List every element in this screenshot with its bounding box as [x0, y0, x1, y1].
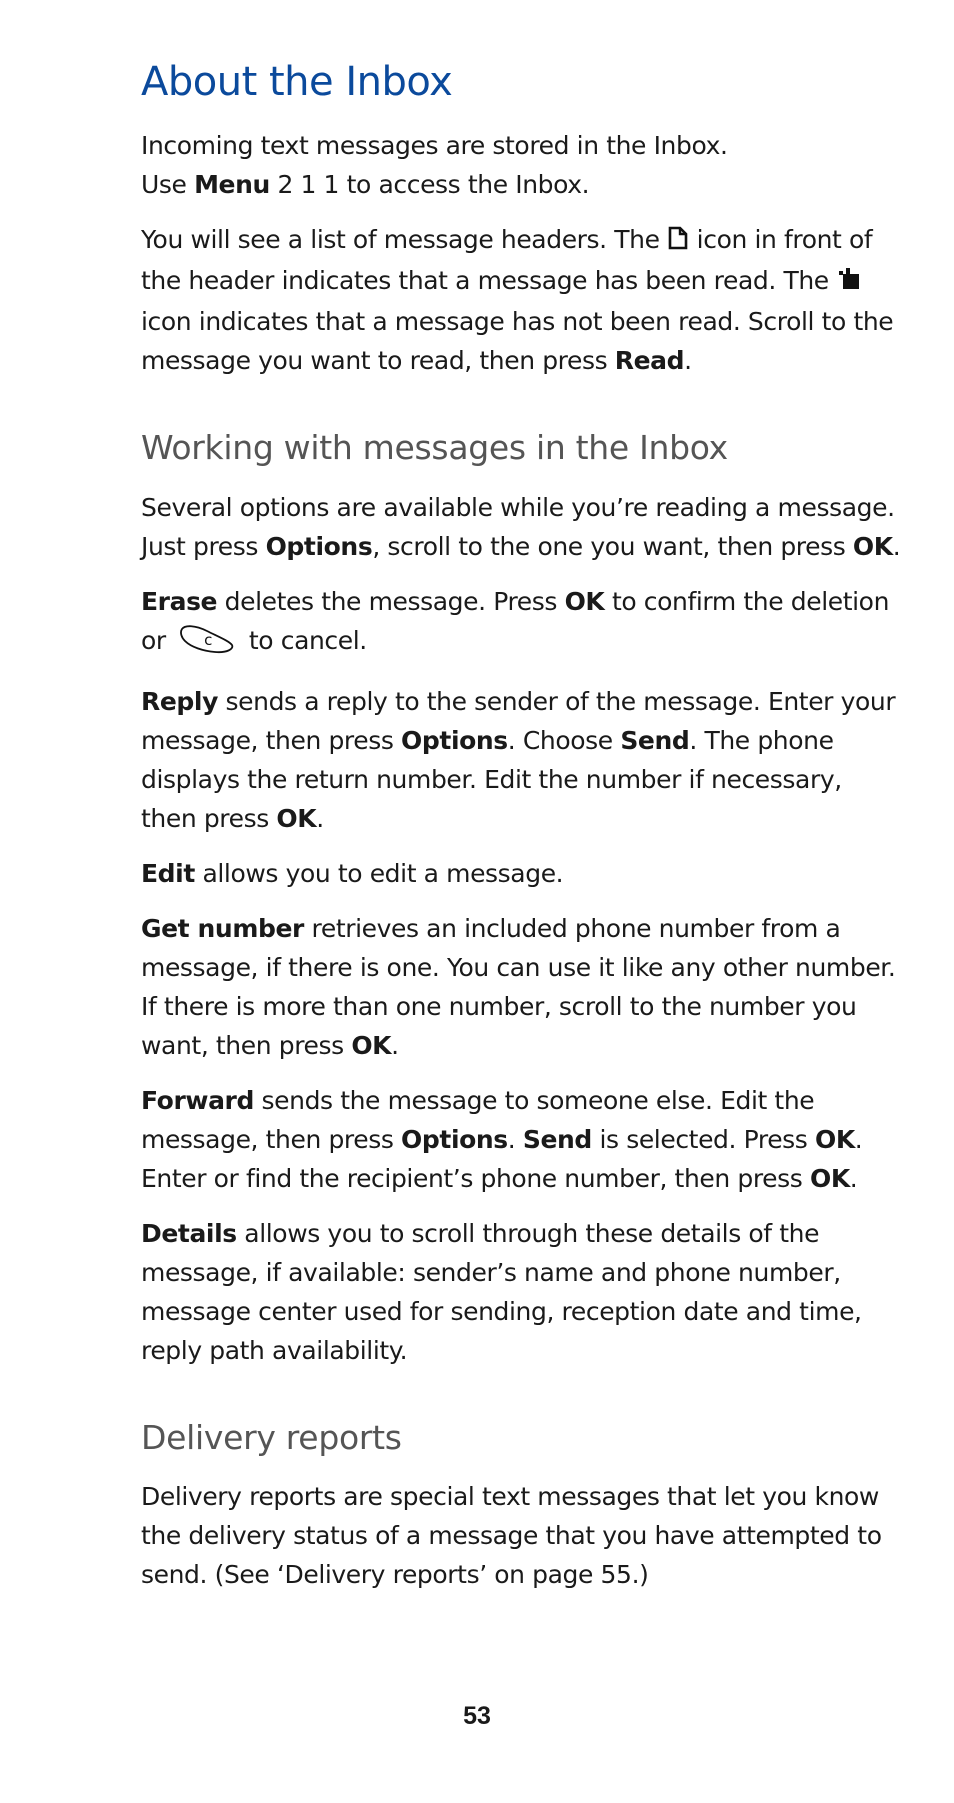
forward-paragraph: Forward sends the message to someone else. Edit the message, then press Options. Send is selected. Press OK. Enter or find the recipient’s phone number, then press OK. — [141, 1085, 863, 1193]
edit-term: Edit — [141, 858, 195, 888]
read-message-icon — [667, 222, 689, 261]
reply-term: Reply — [141, 686, 218, 716]
manual-page — [141, 60, 901, 1610]
section-heading-delivery-reports: Delivery reports — [141, 1417, 402, 1457]
unread-message-icon — [836, 263, 862, 302]
intro-line1: Incoming text messages are stored in the Inbox. — [141, 131, 728, 160]
delivery-reports-paragraph: Delivery reports are special text messages that let you know the delivery status of a message that you have attempted to send. (See ‘Delivery reports’ on page 55.) — [141, 1482, 882, 1590]
read-keyword: Read — [614, 346, 685, 375]
menu-keyword: Menu — [194, 170, 270, 199]
clear-key-icon — [179, 623, 235, 666]
message-headers-paragraph: You will see a list of message headers. The icon in front of the header indicates that a message has been read. The icon indicates that a message has not been read. Scroll to the message you want to read, then press Read. — [141, 220, 901, 380]
erase-term: Erase — [141, 586, 218, 616]
details-term: Details — [141, 1218, 237, 1248]
get-number-term: Get number — [141, 913, 304, 943]
details-paragraph: Details allows you to scroll through these details of the message, if available: sender’s name and phone number, message center used for sending, reception date and time, reply path availability. — [141, 1218, 862, 1365]
options-paragraph: Several options are available while you’re reading a message. Just press Options, scroll to the one you want, then press OK. — [141, 492, 901, 561]
reply-paragraph: Reply sends a reply to the sender of the message. Enter your message, then press Options. Choose Send. The phone displays the return number. Edit the number if necessary, then press OK. — [141, 686, 896, 833]
erase-paragraph: Erase deletes the message. Press OK to confirm the deletion or c to cancel. — [141, 582, 901, 666]
svg-text:c: c — [204, 630, 213, 649]
intro-paragraph: Incoming text messages are stored in the Inbox. Use Menu 2 1 1 to access the Inbox. — [141, 131, 728, 199]
page-number: 53 — [463, 1702, 491, 1730]
forward-term: Forward — [141, 1085, 254, 1115]
page-title: About the Inbox — [141, 59, 453, 105]
section-heading-working-with-messages: Working with messages in the Inbox — [141, 428, 728, 467]
edit-paragraph: Edit allows you to edit a message. — [141, 858, 564, 888]
get-number-paragraph: Get number retrieves an included phone number from a message, if there is one. You can use it like any other number. If there is more than one number, scroll to the number you want, then press OK. — [141, 913, 896, 1060]
